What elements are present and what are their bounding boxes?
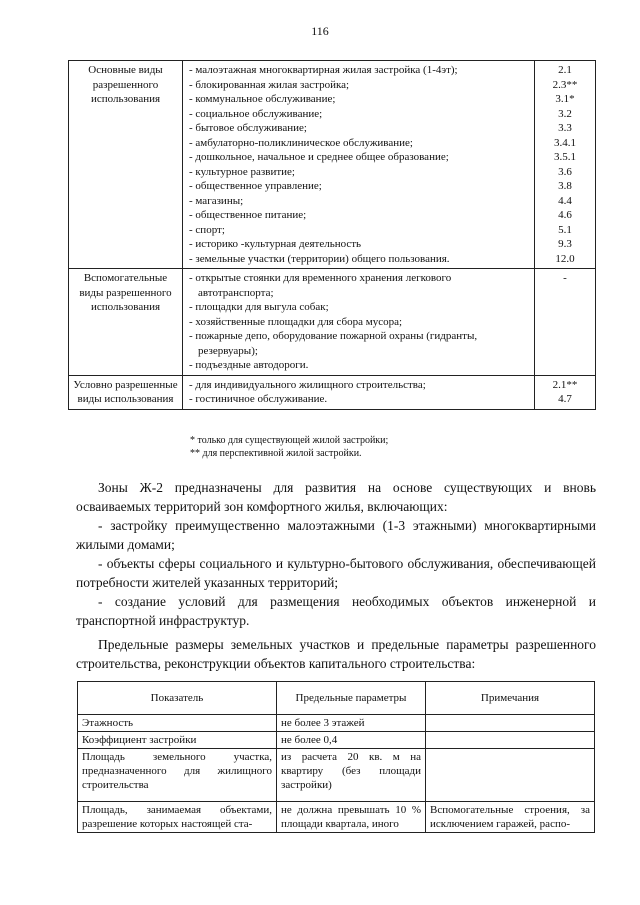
limits-intro: Предельные размеры земельных участков и предельные параметры разрешенного строительства, реконструкции объектов капитального строительства: bbox=[76, 637, 596, 671]
list-item: - малоэтажная многоквартирная жилая застройка (1-4эт); bbox=[189, 64, 458, 76]
use-code: - bbox=[563, 272, 567, 284]
table-cell: Площадь земельного участка, предназначенного для жилищного строительства bbox=[78, 749, 277, 802]
list-item: - культурное развитие; bbox=[189, 165, 295, 178]
list-item: - хозяйственные площадки для сбора мусора; bbox=[189, 315, 403, 328]
zone-description-item: - создание условий для размещения необходимых объектов инженерной и транспортной инфраструктур. bbox=[76, 594, 596, 628]
use-code: 4.4 bbox=[558, 194, 572, 207]
list-item: - социальное обслуживание; bbox=[189, 107, 323, 120]
list-item: - историко -культурная деятельность bbox=[189, 238, 362, 250]
use-code: 5.1 bbox=[558, 223, 572, 236]
table-header-row bbox=[78, 682, 595, 715]
list-item: - общественное управление; bbox=[189, 180, 322, 192]
table-cell bbox=[426, 749, 595, 802]
table-cell: из расчета 20 кв. м на квартиру (без площади застройки) bbox=[277, 749, 426, 802]
table-row bbox=[78, 749, 595, 802]
use-code: 2.1 bbox=[558, 64, 572, 76]
footnotes bbox=[190, 434, 388, 460]
codes-cell bbox=[535, 375, 596, 409]
table-cell: Площадь, занимаемая объектами, разрешение которых настоящей ста- bbox=[78, 802, 277, 833]
use-code: 2.3** bbox=[552, 78, 578, 91]
list-item: - блокированная жилая застройка; bbox=[189, 78, 350, 91]
table-cell: не должна превышать 10 % площади квартала, иного bbox=[277, 802, 426, 833]
footnote: * только для существующей жилой застройки; bbox=[190, 435, 389, 446]
list-item: - магазины; bbox=[189, 194, 244, 207]
list-item: - открытые стоянки для временного хранения легкового автотранспорта; bbox=[189, 272, 452, 299]
list-item: - амбулаторно-поликлиническое обслуживание; bbox=[189, 136, 413, 149]
list-item: - пожарные депо, оборудование пожарной охраны (гидранты, резервуары); bbox=[189, 330, 478, 357]
table-row bbox=[69, 375, 596, 409]
footnote: ** для перспективной жилой застройки. bbox=[190, 448, 362, 459]
items-cell bbox=[183, 375, 535, 409]
table-row bbox=[78, 715, 595, 732]
list-item: - бытовое обслуживание; bbox=[189, 122, 307, 134]
zone-description-item: - застройку преимущественно малоэтажными (1-3 этажными) многоквартирными жилыми домами; bbox=[76, 518, 596, 552]
category-cell: Вспомогательные виды разрешенного использования bbox=[69, 269, 183, 376]
category-cell: Условно разрешенные виды использования bbox=[69, 375, 183, 409]
codes-cell bbox=[535, 269, 596, 376]
permitted-use-table bbox=[68, 60, 596, 410]
use-code: 12.0 bbox=[555, 252, 575, 265]
use-code: 3.1* bbox=[555, 93, 575, 105]
table-row bbox=[78, 802, 595, 833]
list-item: - дошкольное, начальное и среднее общее образование; bbox=[189, 151, 449, 163]
use-code: 4.6 bbox=[558, 209, 572, 221]
use-code: 4.7 bbox=[558, 393, 572, 405]
use-code: 3.4.1 bbox=[554, 136, 576, 149]
table-cell bbox=[426, 715, 595, 732]
table-cell: не более 0,4 bbox=[277, 732, 426, 749]
items-cell bbox=[183, 61, 535, 269]
table-row bbox=[69, 269, 596, 376]
list-item: - гостиничное обслуживание. bbox=[189, 393, 328, 405]
table-cell: Вспомогательные строения, за исключением гаражей, распо- bbox=[426, 802, 595, 833]
list-item: - земельные участки (территории) общего пользования. bbox=[189, 252, 450, 265]
table-cell: не более 3 этажей bbox=[277, 715, 426, 732]
list-item: - для индивидуального жилищного строительства; bbox=[189, 378, 426, 391]
use-code: 3.5.1 bbox=[554, 151, 576, 163]
table-row bbox=[78, 732, 595, 749]
table-cell bbox=[426, 732, 595, 749]
category-cell: Основные виды разрешенного использования bbox=[69, 61, 183, 269]
column-header: Предельные параметры bbox=[277, 682, 426, 715]
use-code: 9.3 bbox=[558, 238, 572, 250]
list-item: - подъездные автодороги. bbox=[189, 359, 309, 371]
column-header: Показатель bbox=[78, 682, 277, 715]
use-code: 3.6 bbox=[558, 165, 572, 178]
use-code: 2.1** bbox=[552, 378, 578, 391]
use-code: 3.8 bbox=[558, 180, 572, 192]
list-item: - коммунальное обслуживание; bbox=[189, 93, 336, 105]
page-number: 116 bbox=[311, 24, 329, 38]
table-row bbox=[69, 61, 596, 269]
list-item: - площадки для выгула собак; bbox=[189, 301, 329, 313]
table-cell: Этажность bbox=[78, 715, 277, 732]
list-item: - общественное питание; bbox=[189, 209, 307, 221]
items-cell bbox=[183, 269, 535, 376]
column-header: Примечания bbox=[426, 682, 595, 715]
use-code: 3.2 bbox=[558, 107, 572, 120]
list-item: - спорт; bbox=[189, 223, 225, 236]
table-cell: Коэффициент застройки bbox=[78, 732, 277, 749]
zone-description: Зоны Ж-2 предназначены для развития на основе существующих и вновь осваиваемых территорий зон комфортного жилья, включающих: bbox=[76, 480, 596, 514]
codes-cell bbox=[535, 61, 596, 269]
zone-description-item: - объекты сферы социального и культурно-бытового обслуживания, обеспечивающей потребности жителей указанных территорий; bbox=[76, 556, 596, 590]
limits-table bbox=[77, 681, 595, 833]
use-code: 3.3 bbox=[558, 122, 572, 134]
